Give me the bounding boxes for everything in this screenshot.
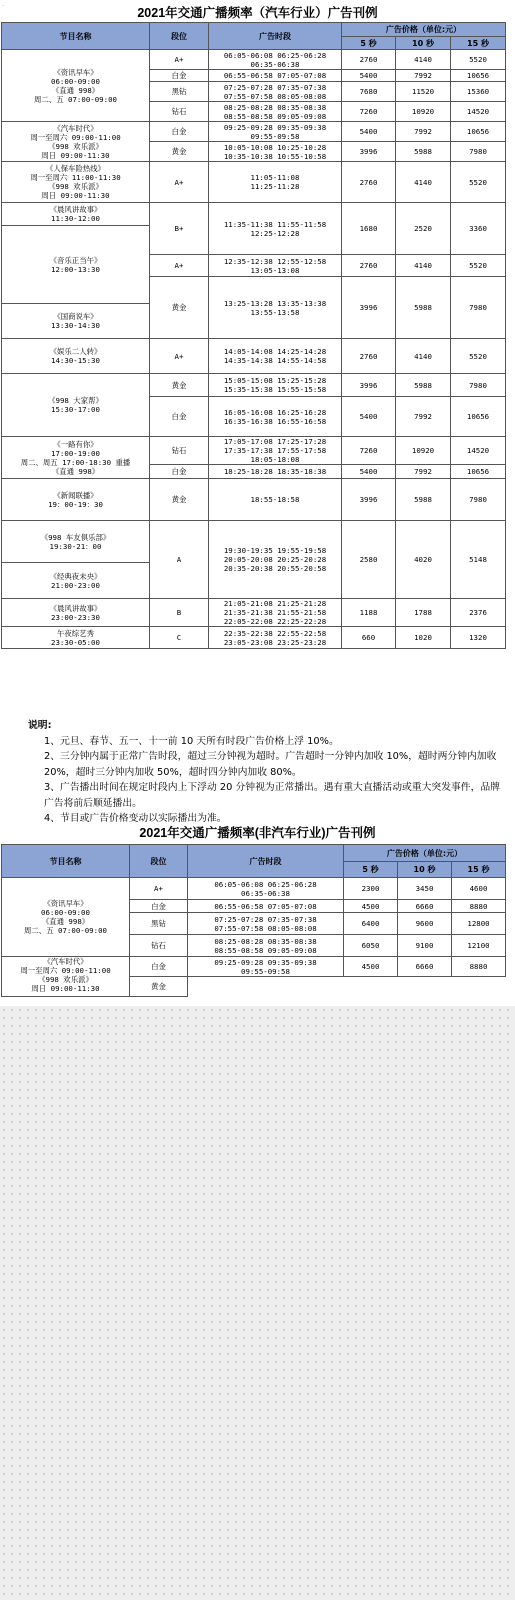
price-10s: 2520 — [396, 203, 451, 255]
program-name: 《经典夜未央》 21:00-23:00 — [2, 563, 150, 599]
time-slot-cell: 18:25-18:28 18:35-18:38 — [209, 465, 342, 479]
price-15s: 2376 — [451, 599, 506, 627]
price-15s: 5520 — [451, 50, 506, 70]
col-header-10s: 10 秒 — [396, 37, 451, 50]
grade-cell: 白金 — [150, 397, 209, 437]
price-15s: 7980 — [451, 374, 506, 397]
notes-heading: 说明: — [28, 720, 52, 731]
program-name: 《新闻联播》 19：00-19：30 — [2, 479, 150, 521]
program-name: 《998 大家帮》 15:30-17:00 — [2, 374, 150, 437]
price-5s: 6050 — [344, 935, 398, 957]
col-header-price: 广告价格（单位:元） — [344, 845, 506, 862]
price-10s: 4140 — [396, 50, 451, 70]
price-10s: 5988 — [396, 374, 451, 397]
program-name: 《一路有你》 17:00-19:00 周二、周五 17:00-18:30 重播 《直通 998》 — [2, 437, 150, 479]
program-name: 《国商说车》 13:30-14:30 — [2, 304, 150, 339]
grade-cell: 白金 — [130, 957, 188, 977]
price-5s: 2760 — [342, 339, 396, 374]
cut-off-area — [188, 977, 506, 997]
price-5s: 2760 — [342, 50, 396, 70]
time-slot-cell: 21:05-21:08 21:25-21:28 21:35-21:38 21:55-21:58 22:05-22:08 22:25-22:28 — [209, 599, 342, 627]
time-slot-cell: 22:35-22:38 22:55-22:58 23:05-23:08 23:25-23:28 — [209, 627, 342, 649]
table-row — [2, 162, 506, 203]
grade-cell: C — [150, 627, 209, 649]
price-10s: 5988 — [396, 479, 451, 521]
time-slot-cell: 13:25-13:28 13:35-13:38 13:55-13:58 — [209, 277, 342, 339]
program-name: 《汽车时代》 周一至周六 09:00-11:00 《998 欢乐派》 周日 09:00-11:30 — [2, 122, 150, 162]
col-header-15s: 15 秒 — [451, 37, 506, 50]
grade-cell: 黑钻 — [150, 82, 209, 102]
table2-title: 2021年交通广播频率(非汽车行业)广告刊例 — [139, 826, 376, 840]
grade-cell: A+ — [150, 162, 209, 203]
corner-mark: · — [2, 2, 5, 10]
empty-canvas-area — [0, 1006, 515, 1600]
price-10s: 5988 — [396, 142, 451, 162]
program-name: 《998 车友俱乐部》 19:30-21：00 — [2, 521, 150, 563]
rate-table-auto — [1, 22, 506, 649]
col-header-15s: 15 秒 — [452, 862, 506, 878]
price-10s: 1788 — [396, 599, 451, 627]
price-5s: 660 — [342, 627, 396, 649]
price-15s: 10656 — [451, 122, 506, 142]
table-row — [2, 599, 506, 627]
table-row — [2, 957, 506, 977]
price-5s: 3996 — [342, 374, 396, 397]
time-slot-cell: 19:30-19:35 19:55-19:58 20:05-20:08 20:25-20:28 20:35-20:38 20:55-20:58 — [209, 521, 342, 599]
col-header-5s: 5 秒 — [342, 37, 396, 50]
price-15s: 12800 — [452, 913, 506, 935]
grade-cell: 钻石 — [150, 102, 209, 122]
time-slot-cell: 18:55-18:58 — [209, 479, 342, 521]
time-slot-cell: 10:05-10:08 10:25-10:28 10:35-10:38 10:55-10:58 — [209, 142, 342, 162]
price-15s: 14520 — [451, 102, 506, 122]
price-15s: 10656 — [451, 397, 506, 437]
program-name: 《资讯早车》 06:00-09:00 《直通 998》 周二、五 07:00-09:00 — [2, 878, 130, 957]
program-name: 《娱乐二人转》 14:30-15:30 — [2, 339, 150, 374]
price-5s: 3996 — [342, 479, 396, 521]
program-name: 《晨风讲故事》 23:00-23:30 — [2, 599, 150, 627]
grade-cell: 白金 — [150, 465, 209, 479]
grade-cell: 黄金 — [150, 374, 209, 397]
time-slot-cell: 06:55-06:58 07:05-07:08 — [209, 70, 342, 82]
price-15s: 5520 — [451, 339, 506, 374]
time-slot-cell: 12:35-12:38 12:55-12:58 13:05-13:08 — [209, 255, 342, 277]
price-10s: 7992 — [396, 465, 451, 479]
price-15s: 10656 — [451, 70, 506, 82]
price-10s: 4140 — [396, 255, 451, 277]
price-5s: 5400 — [342, 70, 396, 82]
grade-cell: A+ — [150, 339, 209, 374]
price-10s: 10920 — [396, 437, 451, 465]
price-10s: 3450 — [398, 878, 452, 900]
price-10s: 9100 — [398, 935, 452, 957]
grade-cell: 钻石 — [150, 437, 209, 465]
price-15s: 7980 — [451, 479, 506, 521]
price-10s: 4020 — [396, 521, 451, 599]
price-5s: 4500 — [344, 957, 398, 977]
price-10s: 11520 — [396, 82, 451, 102]
price-15s: 8880 — [452, 957, 506, 977]
price-5s: 1188 — [342, 599, 396, 627]
price-15s: 5148 — [451, 521, 506, 599]
grade-cell: 钻石 — [130, 935, 188, 957]
table-row — [2, 374, 506, 397]
time-slot-cell: 17:05-17:08 17:25-17:28 17:35-17:38 17:55-17:58 18:05-18:08 — [209, 437, 342, 465]
note-item: 1、元旦、春节、五一、十一前 10 天所有时段广告价格上浮 10%。 — [44, 735, 339, 747]
price-15s: 12100 — [452, 935, 506, 957]
table-row — [2, 627, 506, 649]
table-row — [2, 479, 506, 521]
price-5s: 2300 — [344, 878, 398, 900]
table-row — [2, 878, 506, 900]
grade-cell: B — [150, 599, 209, 627]
price-15s: 4600 — [452, 878, 506, 900]
time-slot-cell: 15:05-15:08 15:25-15:28 15:35-15:38 15:55-15:58 — [209, 374, 342, 397]
grade-cell: 黑钻 — [130, 913, 188, 935]
table-row — [2, 521, 506, 563]
note-item: 3、广告播出时间在规定时段内上下浮动 20 分钟视为正常播出。遇有重大直播活动或重大突发事件，品牌广告将前后顺延播出。 — [44, 782, 500, 809]
time-slot-cell: 14:05-14:08 14:25-14:28 14:35-14:38 14:55-14:58 — [209, 339, 342, 374]
col-header-slot: 广告时段 — [209, 23, 342, 50]
grade-cell: A+ — [150, 255, 209, 277]
price-10s: 7992 — [396, 122, 451, 142]
program-name: 《汽车时代》 周一至周六 09:00-11:00 《998 欢乐派》 周日 09:00-11:30 — [2, 957, 130, 997]
table1-title: 2021年交通广播频率（汽车行业）广告刊例 — [137, 6, 378, 20]
price-10s: 1020 — [396, 627, 451, 649]
price-5s: 5400 — [342, 397, 396, 437]
program-name: 《晨风讲故事》 11:30-12:00 — [2, 203, 150, 226]
grade-cell: B+ — [150, 203, 209, 255]
price-5s: 1680 — [342, 203, 396, 255]
col-header-grade: 段位 — [150, 23, 209, 50]
table-row — [2, 50, 506, 70]
price-10s: 9600 — [398, 913, 452, 935]
notes-section — [28, 718, 508, 827]
grade-cell: 白金 — [130, 900, 188, 913]
grade-cell: 黄金 — [150, 142, 209, 162]
table-row — [2, 339, 506, 374]
grade-cell: A+ — [150, 50, 209, 70]
time-slot-cell: 07:25-07:28 07:35-07:38 07:55-07:58 08:05-08:08 — [209, 82, 342, 102]
price-15s: 14520 — [451, 437, 506, 465]
grade-cell: 白金 — [150, 70, 209, 82]
price-15s: 5520 — [451, 162, 506, 203]
time-slot-cell: 08:25-08:28 08:35-08:38 08:55-08:58 09:05-09:08 — [188, 935, 344, 957]
price-10s: 4140 — [396, 162, 451, 203]
price-5s: 5400 — [342, 122, 396, 142]
program-name: 《音乐正当午》 12:00-13:30 — [2, 226, 150, 304]
price-15s: 10656 — [451, 465, 506, 479]
price-5s: 6400 — [344, 913, 398, 935]
col-header-slot: 广告时段 — [188, 845, 344, 878]
price-10s: 5988 — [396, 277, 451, 339]
time-slot-cell: 09:25-09:28 09:35-09:38 09:55-09:58 — [188, 957, 344, 977]
price-10s: 7992 — [396, 397, 451, 437]
grade-cell: 白金 — [150, 122, 209, 142]
price-10s: 6660 — [398, 957, 452, 977]
grade-cell: 黄金 — [150, 479, 209, 521]
time-slot-cell: 07:25-07:28 07:35-07:38 07:55-07:58 08:05-08:08 — [188, 913, 344, 935]
price-5s: 5400 — [342, 465, 396, 479]
time-slot-cell: 06:55-06:58 07:05-07:08 — [188, 900, 344, 913]
price-5s: 4500 — [344, 900, 398, 913]
price-10s: 6660 — [398, 900, 452, 913]
price-15s: 15360 — [451, 82, 506, 102]
price-15s: 7980 — [451, 277, 506, 339]
program-name: 《资讯早车》 06:00-09:00 《直通 998》 周二、五 07:00-09:00 — [2, 50, 150, 122]
col-header-10s: 10 秒 — [398, 862, 452, 878]
price-5s: 3996 — [342, 142, 396, 162]
time-slot-cell: 11:35-11:38 11:55-11:58 12:25-12:28 — [209, 203, 342, 255]
price-15s: 8880 — [452, 900, 506, 913]
price-5s: 2760 — [342, 162, 396, 203]
grade-cell: 黄金 — [130, 977, 188, 997]
program-name: 午夜综艺秀 23:30-05:00 — [2, 627, 150, 649]
col-header-program: 节目名称 — [2, 23, 150, 50]
time-slot-cell: 11:05-11:08 11:25-11:28 — [209, 162, 342, 203]
price-15s: 7980 — [451, 142, 506, 162]
price-5s: 7260 — [342, 437, 396, 465]
price-15s: 5520 — [451, 255, 506, 277]
note-item: 4、节目或广告价格变动以实际播出为准。 — [44, 813, 227, 824]
col-header-program: 节目名称 — [2, 845, 130, 878]
time-slot-cell: 06:05-06:08 06:25-06:28 06:35-06:38 — [188, 878, 344, 900]
grade-cell: 黄金 — [150, 277, 209, 339]
col-header-price: 广告价格（单位:元） — [342, 23, 506, 37]
price-5s: 2760 — [342, 255, 396, 277]
price-15s: 1320 — [451, 627, 506, 649]
time-slot-cell: 16:05-16:08 16:25-16:28 16:35-16:38 16:55-16:58 — [209, 397, 342, 437]
rate-table-non-auto — [1, 844, 506, 997]
time-slot-cell: 09:25-09:28 09:35-09:38 09:55-09:58 — [209, 122, 342, 142]
price-5s: 7680 — [342, 82, 396, 102]
price-5s: 7260 — [342, 102, 396, 122]
grade-cell: A — [150, 521, 209, 599]
table-row — [2, 122, 506, 142]
table-row — [2, 203, 506, 226]
time-slot-cell: 08:25-08:28 08:35-08:38 08:55-08:58 09:05-09:08 — [209, 102, 342, 122]
price-5s: 2580 — [342, 521, 396, 599]
price-10s: 10920 — [396, 102, 451, 122]
time-slot-cell: 06:05-06:08 06:25-06:28 06:35-06:38 — [209, 50, 342, 70]
table-row — [2, 437, 506, 465]
price-10s: 4140 — [396, 339, 451, 374]
price-15s: 3360 — [451, 203, 506, 255]
note-item: 2、三分钟内属于正常广告时段，超过三分钟视为超时。广告超时一分钟内加收 10%，超时两分钟内加收 20%，超时三分钟内加收 50%，超时四分钟内加收 80%。 — [44, 751, 497, 778]
grade-cell: A+ — [130, 878, 188, 900]
price-10s: 7992 — [396, 70, 451, 82]
program-name: 《人保车险热线》 周一至周六 11:00-11:30 《998 欢乐派》 周日 09:00-11:30 — [2, 162, 150, 203]
price-5s: 3996 — [342, 277, 396, 339]
col-header-5s: 5 秒 — [344, 862, 398, 878]
col-header-grade: 段位 — [130, 845, 188, 878]
